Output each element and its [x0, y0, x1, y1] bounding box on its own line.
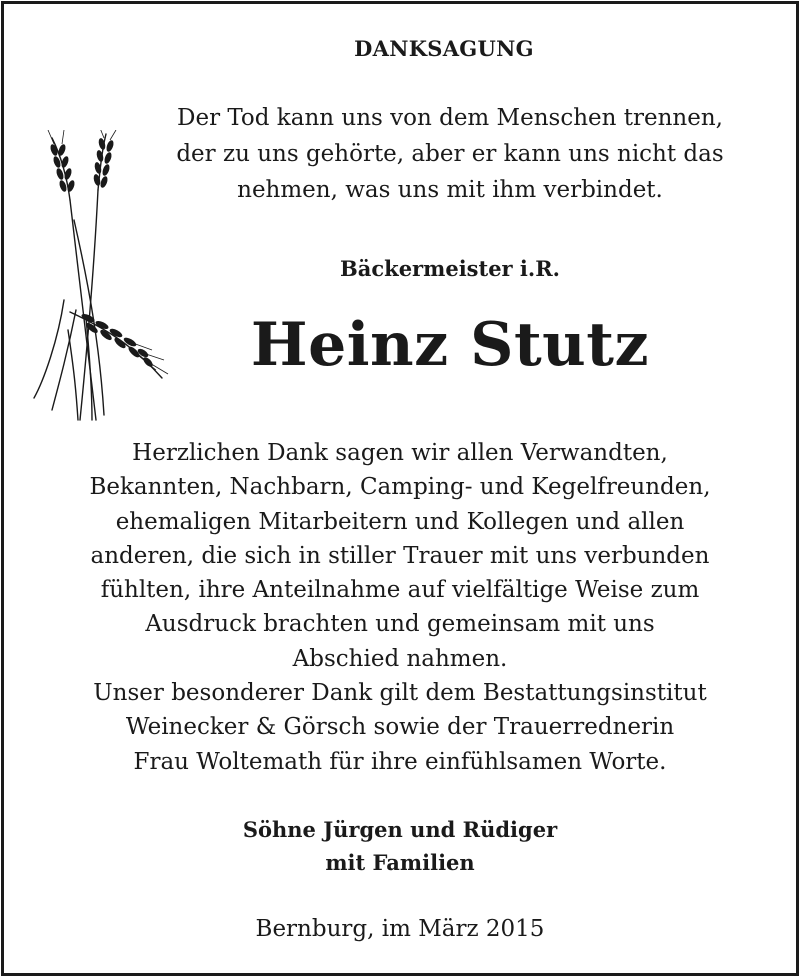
thanks-line: Abschied nahmen. [292, 645, 508, 672]
signature-line: mit Familien [325, 850, 475, 875]
signature [0, 813, 800, 879]
thanks-line: Weinecker & Görsch sowie der Trauerrednerin [125, 714, 675, 741]
signature-line: Söhne Jürgen und Rüdiger [242, 817, 558, 842]
thanks-line: ehemaligen Mitarbeitern und Kollegen und allen [115, 508, 685, 535]
notice-heading: DANKSAGUNG [354, 36, 534, 61]
thanks-line: Ausdruck brachten und gemeinsam mit uns [145, 611, 655, 638]
memorial-quote [120, 100, 780, 208]
quote-line: nehmen, was uns mit ihm verbindet. [237, 177, 663, 203]
thanks-line: anderen, die sich in stiller Trauer mit uns verbunden [90, 542, 710, 569]
thanks-line: fühlten, ihre Anteilnahme auf vielfältige Weise zum [100, 577, 700, 604]
deceased-name: Heinz Stutz [250, 310, 650, 380]
thanks-line: Herzlichen Dank sagen wir allen Verwandten, [132, 440, 668, 466]
deceased-title: Bäckermeister i.R. [340, 256, 560, 281]
thanks-line: Unser besonderer Dank gilt dem Bestattungsinstitut [93, 680, 707, 707]
thanks-line: Frau Woltemath für ihre einfühlsamen Worte. [133, 748, 667, 775]
quote-line: Der Tod kann uns von dem Menschen trennen, [177, 105, 723, 131]
thanks-line: Bekannten, Nachbarn, Camping- und Kegelfreunden, [89, 474, 711, 501]
quote-line: der zu uns gehörte, aber er kann uns nicht das [176, 141, 724, 167]
thanks-text [0, 436, 800, 779]
place-date: Bernburg, im März 2015 [255, 916, 545, 942]
